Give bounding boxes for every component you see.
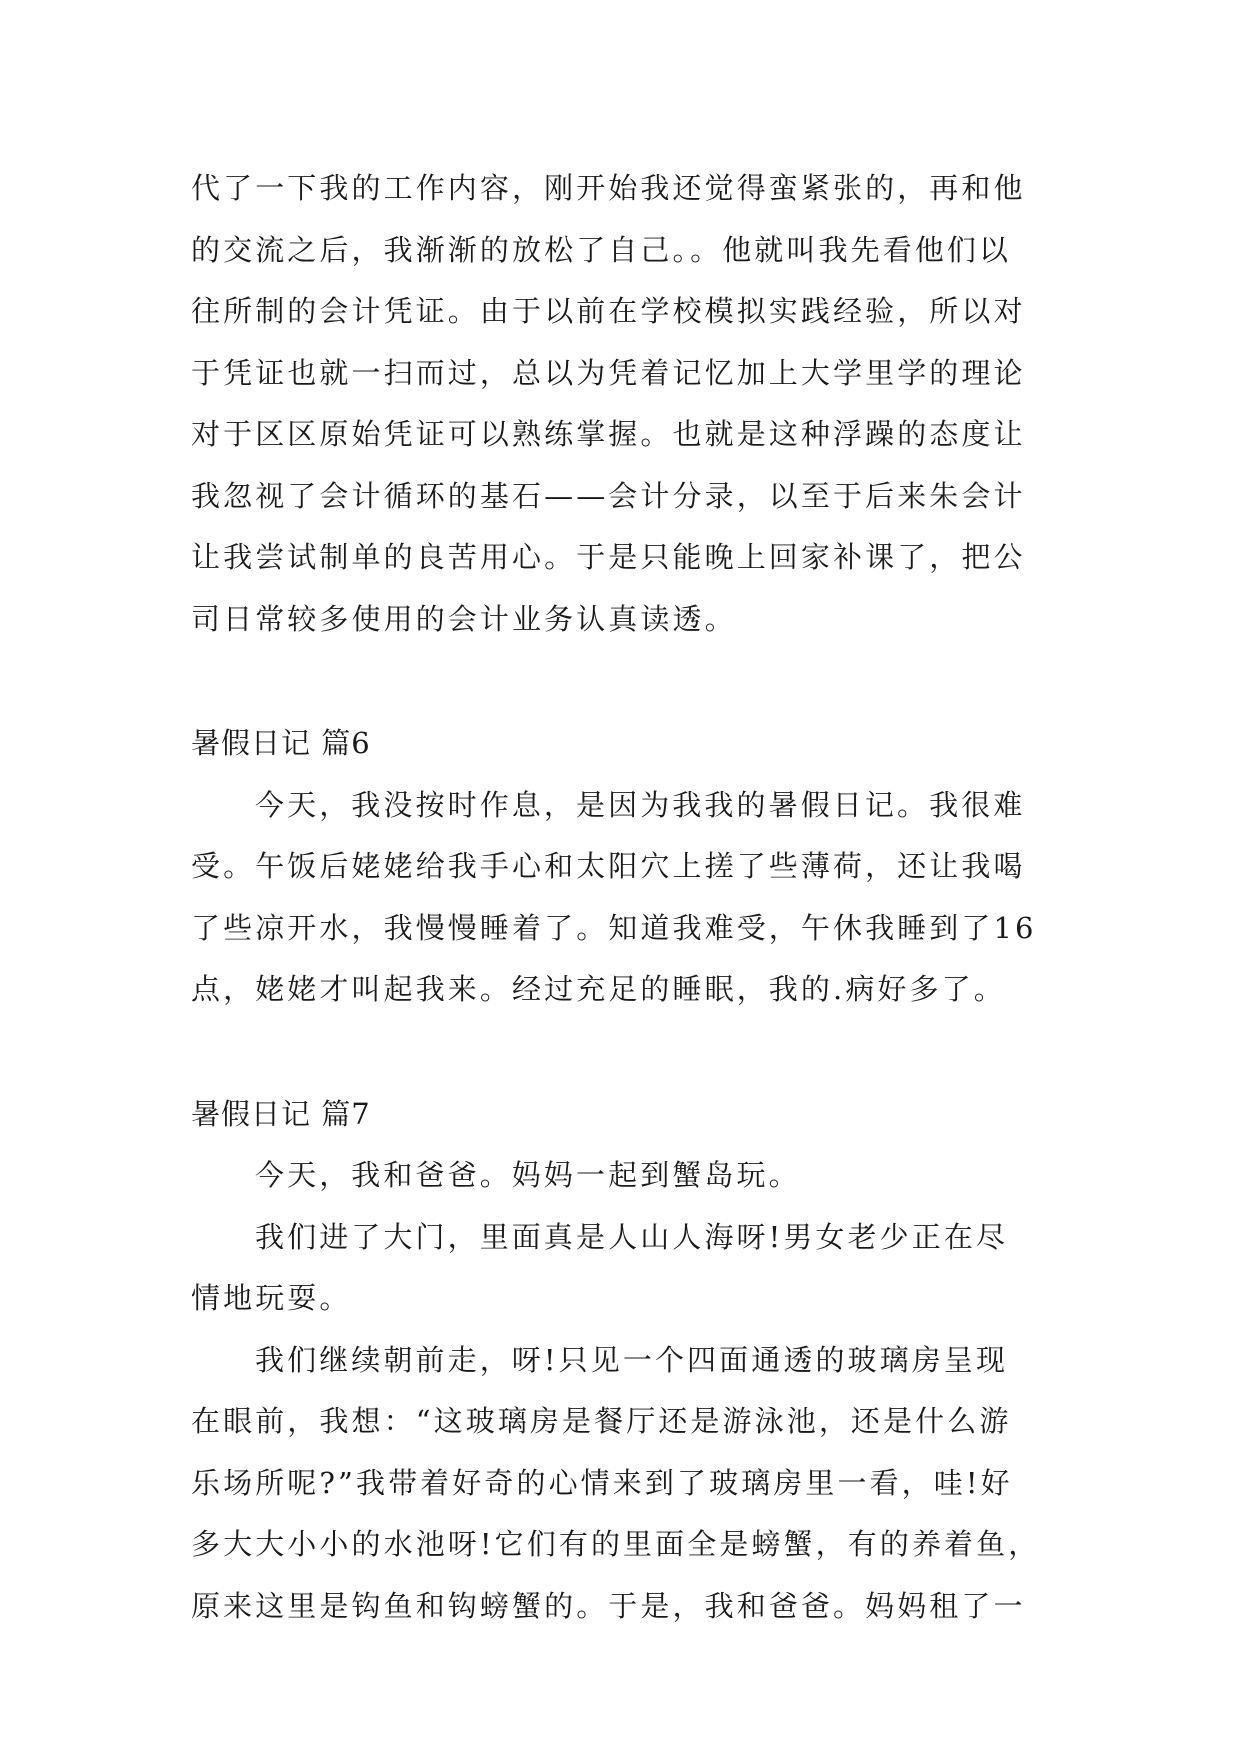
paragraph-line: 原来这里是钩鱼和钩螃蟹的。于是，我和爸爸。妈妈租了一 bbox=[191, 1588, 1026, 1623]
paragraph-line: 今天，我和爸爸。妈妈一起到蟹岛玩。 bbox=[255, 1158, 801, 1192]
paragraph-line: 点，姥姥才叫起我来。经过充足的睡眠，我的.病好多了。 bbox=[191, 972, 1006, 1006]
paragraph-line: 今天，我没按时作息，是因为我我的暑假日记。我很难 bbox=[255, 787, 1026, 822]
section-gap bbox=[191, 1021, 1053, 1084]
section-7-title: 暑假日记 篇7 bbox=[191, 1096, 371, 1131]
paragraph-line: 我们继续朝前走，呀!只见一个四面通透的玻璃房呈现 bbox=[255, 1342, 1009, 1377]
paragraph-line: 让我尝试制单的良苦用心。于是只能晚上回家补课了，把公 bbox=[191, 540, 1026, 574]
paragraph-line: 乐场所呢?”我带着好奇的心情来到了玻璃房里一看，哇!好 bbox=[191, 1465, 1013, 1500]
paragraph-line: 受。午饭后姥姥给我手心和太阳穴上搓了些薄荷，还让我喝 bbox=[191, 849, 1026, 883]
paragraph-line: 在眼前，我想：“这玻璃房是餐厅还是游泳池，还是什么游 bbox=[191, 1404, 1012, 1438]
section-5-body bbox=[191, 158, 1053, 650]
paragraph-line: 司日常较多使用的会计业务认真读透。 bbox=[191, 601, 737, 636]
paragraph-line: 对于区区原始凭证可以熟练掌握。也就是这种浮躁的态度让 bbox=[191, 417, 1026, 451]
paragraph-line: 代了一下我的工作内容，刚开始我还觉得蛮紧张的，再和他 bbox=[191, 171, 1026, 205]
paragraph-line: 了些凉开水，我慢慢睡着了。知道我难受，午休我睡到了16 bbox=[191, 910, 1037, 945]
paragraph-line: 我们进了大门，里面真是人山人海呀!男女老少正在尽 bbox=[255, 1219, 1009, 1254]
section-gap bbox=[191, 650, 1053, 713]
paragraph-line: 于凭证也就一扫而过，总以为凭着记忆加上大学里学的理论 bbox=[191, 355, 1026, 390]
document-page bbox=[191, 158, 1053, 1637]
paragraph-line: 的交流之后，我渐渐的放松了自己。。他就叫我先看他们以 bbox=[191, 232, 1012, 267]
paragraph-line: 往所制的会计凭证。由于以前在学校模拟实践经验，所以对 bbox=[191, 294, 1026, 328]
section-7-body bbox=[191, 1145, 1053, 1637]
paragraph-line: 我忽视了会计循环的基石——会计分录，以至于后来朱会计 bbox=[191, 478, 1026, 513]
section-6-title: 暑假日记 篇6 bbox=[191, 726, 371, 760]
paragraph-line: 情地玩耍。 bbox=[191, 1281, 352, 1315]
paragraph-line: 多大大小小的水池呀!它们有的里面全是螃蟹，有的养着鱼， bbox=[191, 1527, 1041, 1561]
section-6-body bbox=[191, 775, 1053, 1021]
